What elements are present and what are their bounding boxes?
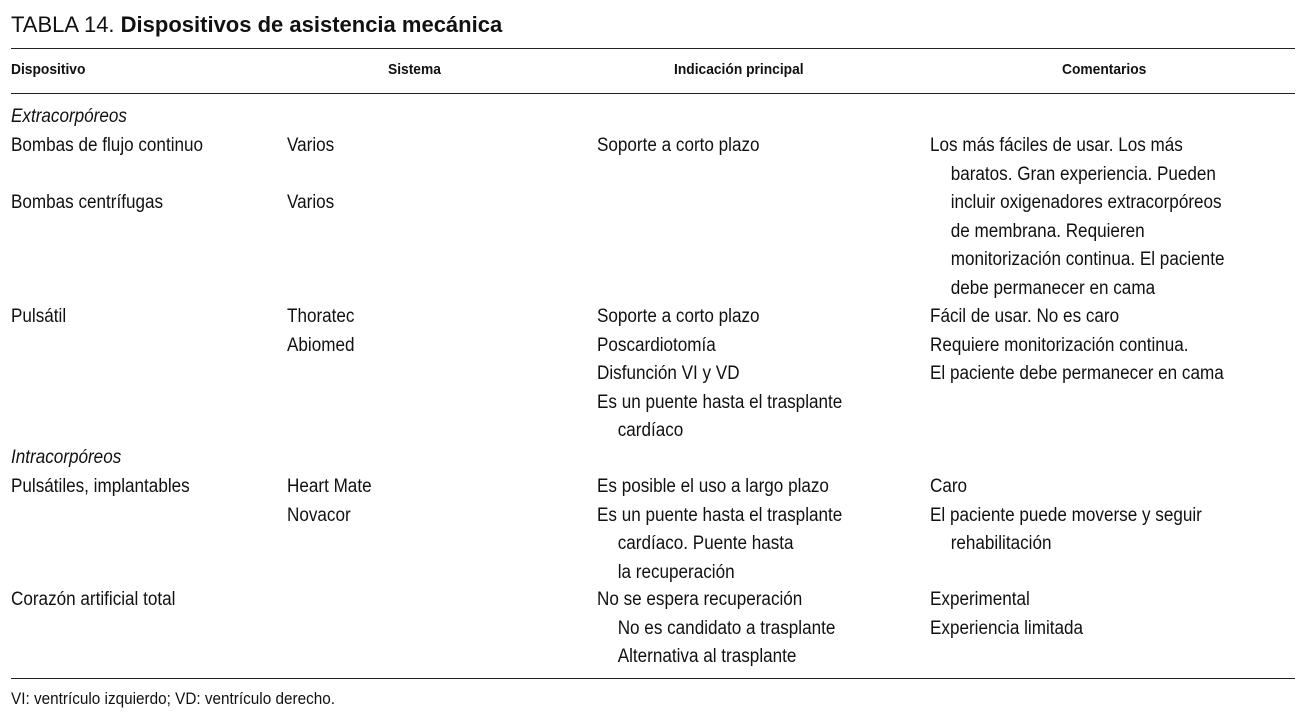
- comments-pulsatile: [930, 303, 1224, 389]
- indications-pulsatile: [597, 303, 842, 446]
- system-name: Abiomed: [287, 334, 355, 356]
- header-comments: Comentarios: [1062, 61, 1147, 78]
- indication-line: No se espera recuperación: [597, 589, 803, 610]
- header-system: Sistema: [388, 61, 441, 78]
- header-indication: Indicación principal: [674, 61, 804, 78]
- comment-line: debe permanecer en cama: [950, 277, 1156, 299]
- comment-line: Experiencia limitada: [930, 617, 1084, 639]
- system-name: Thoratec: [287, 306, 355, 327]
- comment-line: El paciente puede moverse y seguir: [930, 504, 1202, 526]
- comments-total-heart: [930, 586, 1083, 643]
- indication-line: No es candidato a trasplante: [617, 617, 836, 639]
- footnote: VI: ventrículo izquierdo; VD: ventrículo derecho.: [11, 689, 336, 708]
- systems-implantable: [287, 473, 372, 530]
- indication-line: Es posible el uso a largo plazo: [597, 476, 829, 497]
- comments-implantable: [930, 473, 1202, 559]
- indication-line: cardíaco. Puente hasta: [617, 533, 794, 554]
- indication-line: Es un puente hasta el trasplante: [597, 504, 843, 526]
- indication-line: Poscardiotomía: [597, 334, 716, 356]
- device-continuous-flow: Bombas de flujo continuo: [11, 135, 204, 156]
- comment-line: Experimental: [930, 589, 1030, 610]
- table-title-text: Dispositivos de asistencia mecánica: [120, 12, 503, 37]
- table-title: [11, 11, 502, 39]
- header-rule: [11, 93, 1295, 94]
- comment-line: Fácil de usar. No es caro: [930, 306, 1120, 327]
- comment-line: Caro: [930, 476, 968, 497]
- comment-line: de membrana. Requieren: [950, 220, 1145, 242]
- system-continuous-flow: Varios: [287, 135, 335, 156]
- system-centrifugal: Varios: [287, 192, 335, 213]
- table-label: TABLA 14.: [11, 12, 115, 37]
- indication-line: Disfunción VI y VD: [597, 363, 740, 384]
- comment-line: monitorización continua. El paciente: [950, 249, 1225, 270]
- indication-line: Es un puente hasta el trasplante: [597, 391, 843, 413]
- comment-line: El paciente debe permanecer en cama: [930, 363, 1224, 384]
- comment-line: Los más fáciles de usar. Los más: [930, 135, 1183, 156]
- comment-line: incluir oxigenadores extracorpóreos: [950, 192, 1222, 213]
- indications-total-heart: [597, 586, 835, 672]
- top-rule: [11, 48, 1295, 49]
- indication-continuous-flow: Soporte a corto plazo: [597, 135, 760, 156]
- header-device: Dispositivo: [11, 61, 86, 78]
- comment-line: Requiere monitorización continua.: [930, 334, 1189, 356]
- section-heading-intracorporeal: Intracorpóreos: [11, 447, 122, 468]
- device-implantable: Pulsátiles, implantables: [11, 476, 190, 497]
- comment-line: baratos. Gran experiencia. Pueden: [950, 163, 1216, 185]
- indication-line: Alternativa al trasplante: [617, 646, 797, 667]
- comments-continuous-flow: [930, 132, 1224, 303]
- section-heading-extracorporeal: Extracorpóreos: [11, 106, 127, 127]
- system-name: Novacor: [287, 504, 351, 526]
- indication-line: cardíaco: [617, 420, 684, 441]
- indication-line: Soporte a corto plazo: [597, 306, 760, 327]
- indication-line: la recuperación: [617, 561, 735, 583]
- device-centrifugal: Bombas centrífugas: [11, 192, 164, 213]
- indications-implantable: [597, 473, 842, 587]
- comment-line: rehabilitación: [950, 533, 1052, 554]
- bottom-rule: [11, 678, 1295, 679]
- device-total-heart: Corazón artificial total: [11, 589, 176, 610]
- system-name: Heart Mate: [287, 476, 372, 497]
- device-pulsatile: Pulsátil: [11, 306, 67, 327]
- systems-pulsatile: [287, 303, 355, 360]
